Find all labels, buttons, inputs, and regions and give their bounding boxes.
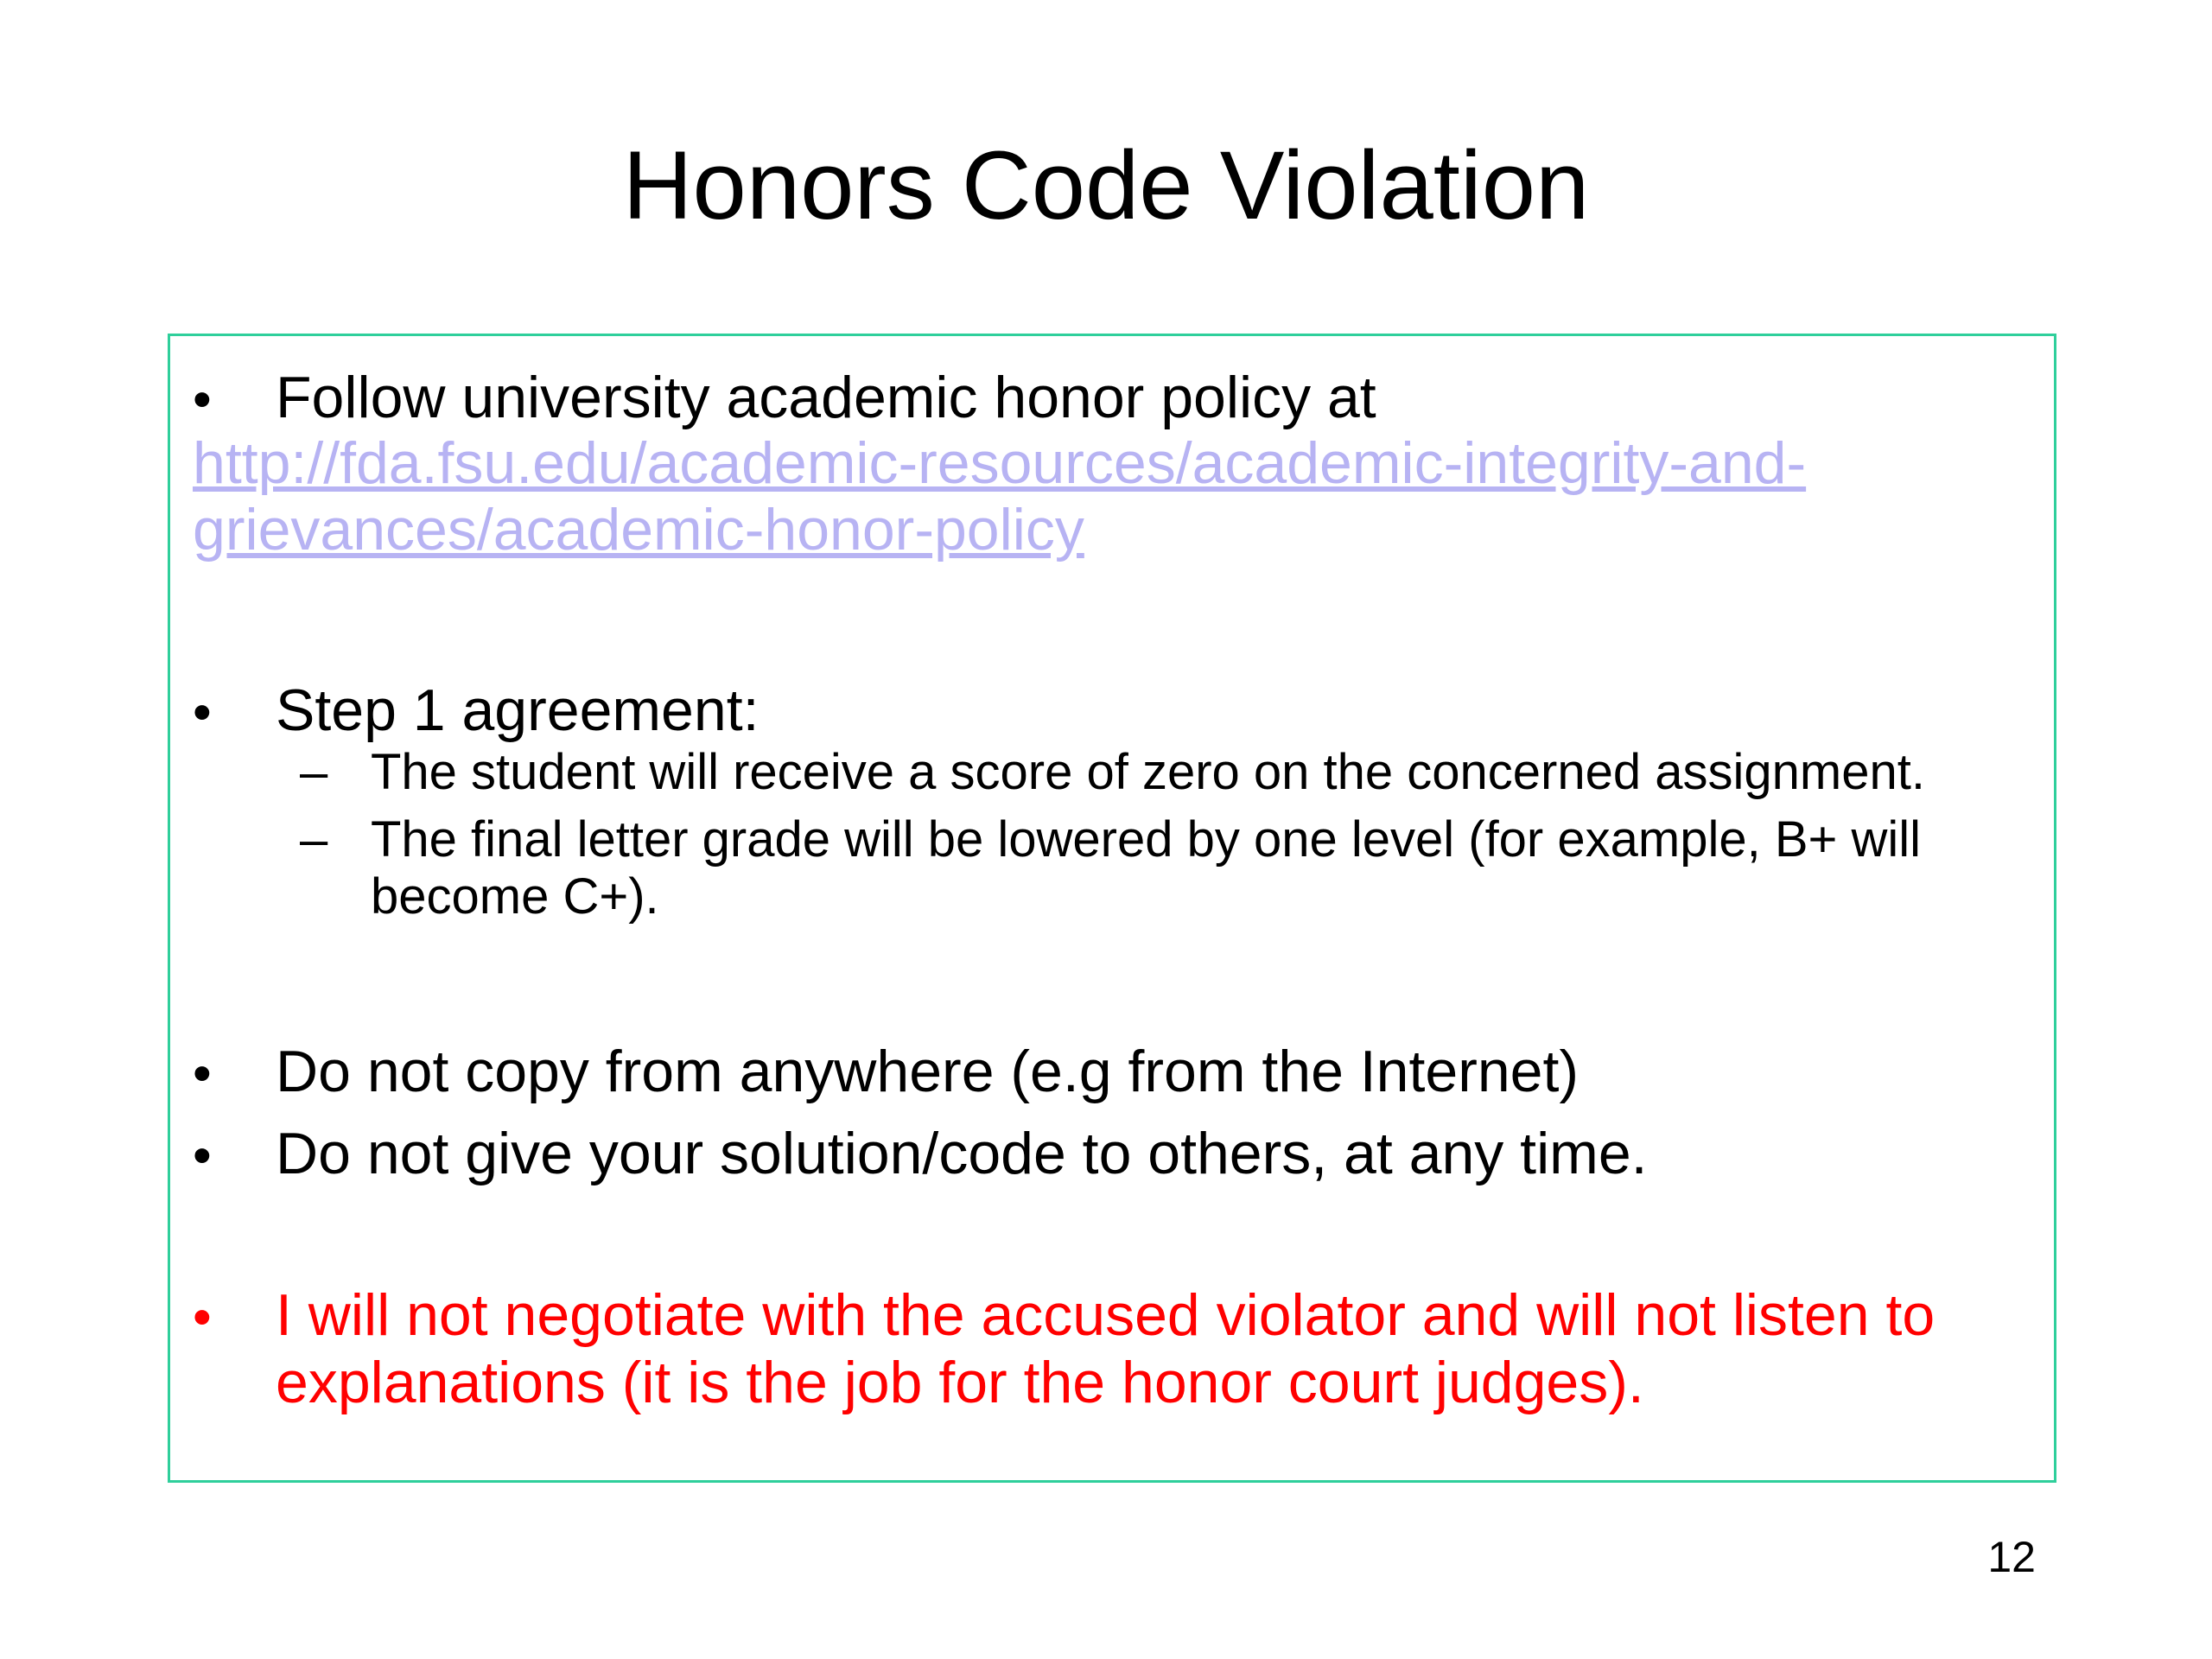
- bullet-step1-text: Step 1 agreement:: [276, 677, 760, 743]
- sub-bullet-marker: –: [300, 811, 328, 868]
- bullet-marker: •: [193, 683, 212, 742]
- sub-item-grade-lowered-line1: The final letter grade will be lowered by one level (for example, B+ will: [371, 811, 1922, 868]
- bullet-marker: •: [193, 1126, 212, 1185]
- sub-bullet-marker: –: [300, 744, 328, 800]
- bullet-no-negotiate-line1: I will not negotiate with the accused violator and will not listen to: [276, 1282, 1936, 1348]
- sub-item-zero-score: The student will receive a score of zero on the concerned assignment.: [371, 744, 1925, 800]
- bullet-no-negotiate-line2: explanations (it is the job for the honor court judges).: [276, 1350, 1644, 1415]
- bullet-marker: •: [193, 1044, 212, 1103]
- slide-title: Honors Code Violation: [622, 131, 1590, 239]
- bullet-no-give-text: Do not give your solution/code to others, at any time.: [276, 1121, 1648, 1186]
- sub-item-grade-lowered-line2: become C+).: [371, 868, 659, 925]
- bullet-policy-text: Follow university academic honor policy at: [276, 365, 1376, 430]
- policy-link-line1[interactable]: http://fda.fsu.edu/academic-resources/academic-integrity-and-: [193, 430, 1807, 496]
- bullet-marker: •: [193, 370, 212, 429]
- page-number: 12: [1987, 1533, 2036, 1581]
- bullet-no-copy-text: Do not copy from anywhere (e.g from the Internet): [276, 1039, 1580, 1104]
- content-box: [168, 334, 2056, 1483]
- bullet-marker: •: [193, 1287, 212, 1347]
- policy-link-line2[interactable]: grievances/academic-honor-policy: [193, 497, 1084, 563]
